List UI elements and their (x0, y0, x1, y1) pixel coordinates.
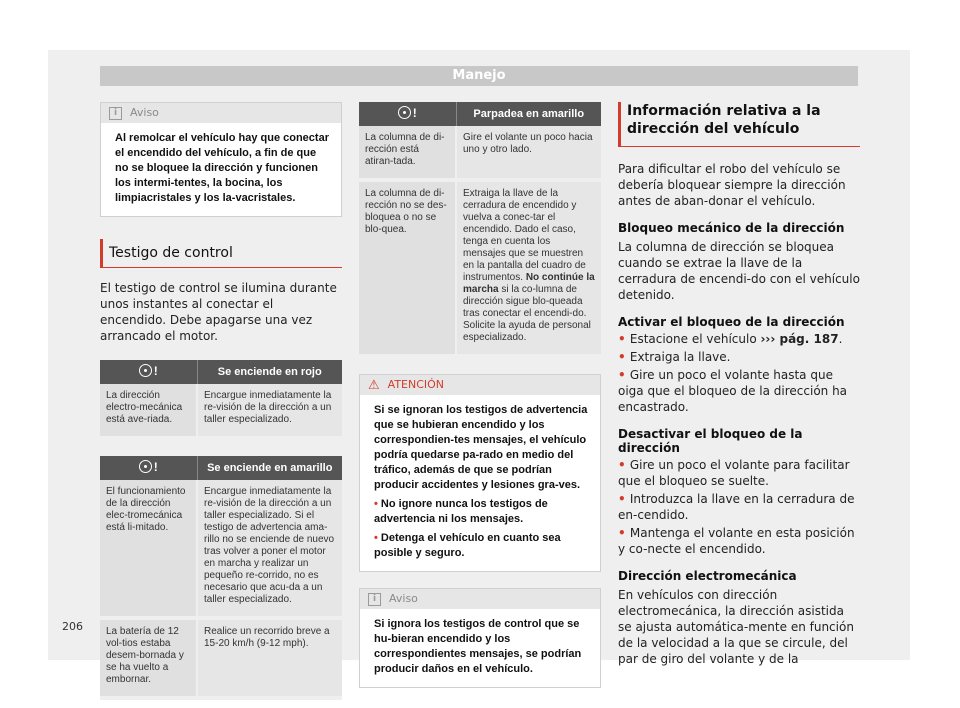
table-header: Se enciende en rojo (197, 360, 342, 384)
cause-cell: La dirección electro-mecánica está ave-riada. (100, 384, 197, 438)
atencion-header (360, 375, 600, 395)
atencion-bullet: • No ignore nunca los testigos de advertencia ni los mensajes. (374, 498, 548, 525)
steering-warning-icon: ! (100, 456, 197, 480)
table-blink (359, 102, 601, 358)
atencion-label: ATENCIÓN (387, 378, 445, 391)
page-number: 206 (62, 620, 83, 633)
table-header: Se enciende en amarillo (197, 456, 342, 480)
subheading: Bloqueo mecánico de la dirección (618, 221, 845, 235)
action-cell: Realice un recorrido breve a 15-20 km/h (9-12 mph). (197, 618, 342, 698)
atencion-text: Si se ignoran los testigos de advertencia que se hubieran encendido y los correspondien-tes mensajes, el vehículo podría quedarse pa-rado en medio del tráfico, además de que se podrían producir accidentes y lesiones gra-ves. (374, 404, 588, 491)
list-item: • Gire un poco el volante hasta que oiga que el bloqueo de la dirección ha encastrado. (618, 368, 848, 414)
aviso-text: Si ignora los testigos de control que se hu-bieran encendido y los correspondientes mensajes, se podrían producir daños en el vehículo. (374, 618, 582, 675)
info-icon: i (109, 107, 122, 120)
aviso-label: Aviso (389, 592, 418, 605)
steering-warning-icon: ! (100, 360, 197, 384)
page-reference-link[interactable]: ››› pág. 187 (760, 332, 839, 346)
aviso-header (101, 103, 341, 123)
section-title: Testigo de control (100, 239, 342, 268)
table-row (100, 480, 342, 618)
table-header: Parpadea en amarillo (456, 102, 601, 126)
action-cell: Gire el volante un poco hacia uno y otro lado. (456, 126, 601, 180)
steering-warning-icon: ! (359, 102, 456, 126)
table-yellow (100, 456, 342, 700)
list-item: • Gire un poco el volante para facilitar que el bloqueo se suelte. (618, 458, 850, 488)
intro-text: El testigo de control se ilumina durante unos instantes al conectar el encendido. Debe apagarse una vez arrancado el motor. (100, 281, 337, 343)
section-header: Manejo (100, 66, 858, 86)
aviso-box (100, 102, 342, 217)
column-1 (100, 102, 342, 700)
info-icon: i (368, 593, 381, 606)
cause-cell: La batería de 12 vol-tios estaba desem-bornada y se ha vuelto a embornar. (100, 618, 197, 698)
cause-cell: La columna de di-rección no se des-bloquea o no se blo-quea. (359, 180, 456, 356)
aviso-text: Al remolcar el vehículo hay que conectar el encendido del vehículo, a fin de que no se bloquee la dirección y funcionen los intermi-tentes, la bocina, los limpiacristales y los la-vacristales. (115, 132, 329, 204)
table-row (100, 384, 342, 438)
subheading: Activar el bloqueo de la dirección (618, 315, 845, 329)
subheading: Desactivar el bloqueo de la dirección (618, 427, 803, 455)
action-cell: Extraiga la llave de la cerradura de encendido y vuelva a conec-tar el encendido. Dado el caso, tenga en cuenta los mensajes que se muestren en la pantalla del cuadro de instrumentos. No continúe la marcha si la co-lumna de dirección sigue blo-queada tras conectar el encendi-do. Solicite la ayuda de personal especializado. (456, 180, 601, 356)
table-row (100, 618, 342, 698)
paragraph: En vehículos con dirección electromecánica, la dirección asistida se ajusta automática-mente en función de la velocidad a la que se circule, del par de giro del volante y de la (618, 588, 854, 666)
aviso-box-2 (359, 588, 601, 688)
column-2 (359, 102, 601, 688)
cause-cell: La columna de di-rección está atiran-tada. (359, 126, 456, 180)
aviso-header (360, 589, 600, 609)
subheading: Dirección electromecánica (618, 569, 797, 583)
warning-triangle-icon: ⚠ (368, 377, 380, 393)
list-item: • Extraiga la llave. (618, 350, 731, 364)
table-red (100, 360, 342, 440)
column-3 (618, 102, 860, 667)
cause-cell: El funcionamiento de la dirección elec-tromecánica está li-mitado. (100, 480, 197, 618)
table-row (359, 126, 601, 180)
action-cell: Encargue inmediatamente la re-visión de la dirección a un taller especializado. (197, 384, 342, 438)
atencion-body (360, 395, 600, 571)
list-item: • Estacione el vehículo ››› pág. 187. (618, 332, 843, 346)
intro-text: Para dificultar el robo del vehículo se debería bloquear siempre la dirección antes de aban-donar el vehículo. (618, 162, 846, 208)
table-row (359, 180, 601, 356)
aviso-label: Aviso (130, 106, 159, 119)
action-cell: Encargue inmediatamente la re-visión de la dirección a un taller especializado. Si el testigo de advertencia ama-rillo no se enciende de nuevo tras volver a poner el motor en marcha y realizar un pequeño re-corrido, no es necesario que acu-da a un taller especializado. (197, 480, 342, 618)
list-item: • Introduzca la llave en la cerradura de en-cendido. (618, 492, 855, 522)
manual-page (48, 50, 910, 685)
section-title: Información relativa a la dirección del vehículo (618, 102, 860, 147)
paragraph: La columna de dirección se bloquea cuando se extrae la llave de la cerradura de encendi-do con el vehículo detenido. (618, 240, 860, 302)
atencion-bullet: • Detenga el vehículo en cuanto sea posible y seguro. (374, 532, 561, 559)
list-item: • Mantenga el volante en esta posición y co-necte el encendido. (618, 526, 855, 556)
atencion-box (359, 374, 601, 572)
